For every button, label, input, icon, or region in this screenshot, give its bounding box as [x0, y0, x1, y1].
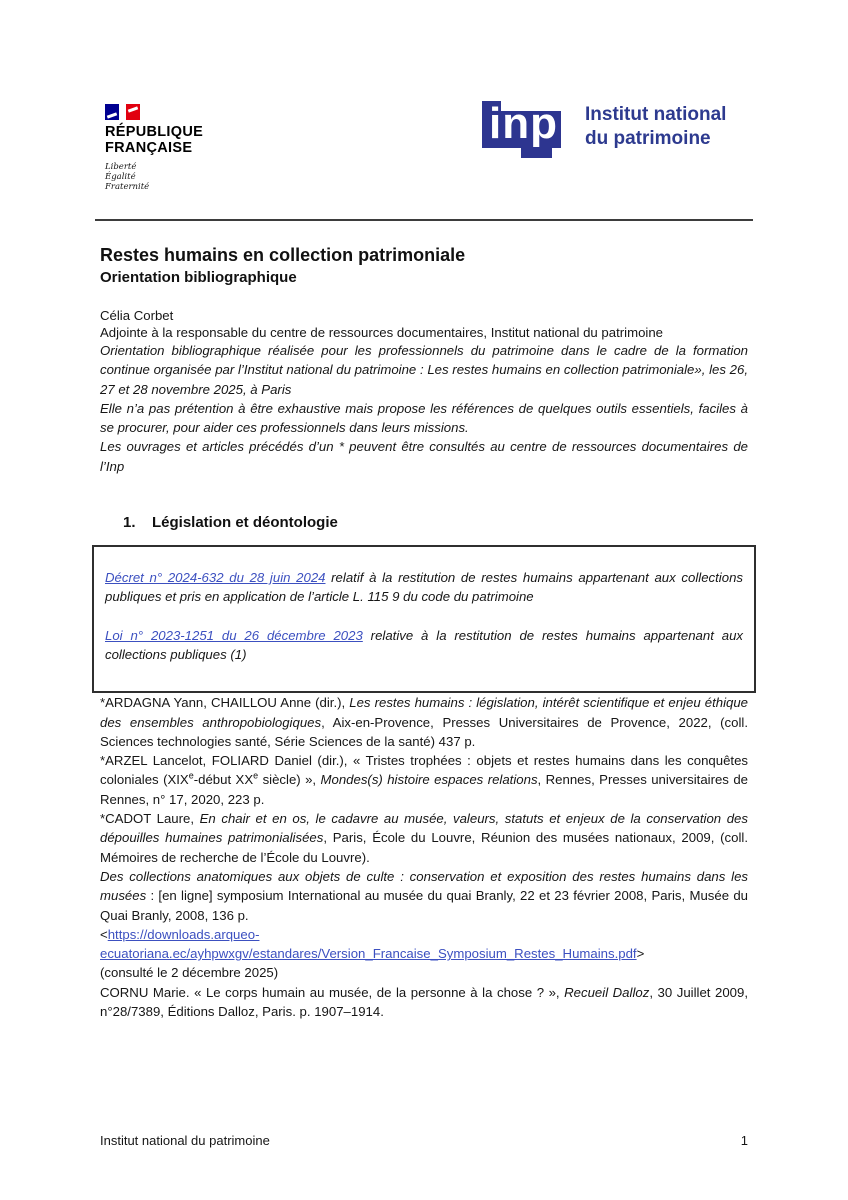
- republique-line2: FRANÇAISE: [105, 139, 193, 156]
- text-run: , Paris, École du Louvre, Réunion des musées nationaux, 2009, (coll. Mémoires de recherche de l’École du Louvre).: [100, 830, 749, 865]
- hyperlink[interactable]: https://downloads.arqueo-: [107, 926, 260, 942]
- text-run: Les ouvrages et articles précédés d’un * peuvent être consultés au centre de ressources documentaires de l’Inp: [100, 439, 748, 474]
- motto-fraternite: Fraternité: [105, 182, 150, 192]
- flag-white-stripe: [119, 104, 126, 120]
- page-footer: [100, 1133, 748, 1148]
- bib-entry: [100, 867, 748, 983]
- inp-name-line1: Institut national: [585, 104, 727, 125]
- intro-paragraph-1: [100, 341, 748, 399]
- inp-logo-block: [482, 99, 561, 148]
- text-run: *ARZEL Lancelot, FOLIARD Daniel (dir.), « Tristes trophées : objets et restes humains dans les conquêtes coloniales (XIX: [100, 753, 748, 788]
- text-run: Mondes(s) histoire espaces relations: [320, 772, 538, 788]
- section-number: 1.: [123, 514, 136, 532]
- hyperlink[interactable]: Décret n° 2024-632 du 28 juin 2024: [105, 570, 326, 586]
- intro-paragraph-2: [100, 399, 748, 438]
- page-number: 1: [740, 1133, 748, 1148]
- text-run: <: [100, 926, 108, 942]
- superscript: e: [253, 771, 259, 782]
- page-header: [100, 100, 748, 219]
- inp-name: [585, 103, 726, 151]
- text-run: relative à la restitution de restes humains appartenant aux collections publiques (1): [105, 627, 743, 662]
- text-run: Des collections anatomiques aux objets de culte : conservation et exposition des restes humains dans les musées: [100, 868, 748, 904]
- inp-acronym: inp: [489, 99, 558, 148]
- text-run: , Aix-en-Provence, Presses Universitaires de Provence, 2022, (coll. Sciences technologies santé, Série Sciences de la santé) 437 p.: [100, 714, 748, 749]
- text-run: Les restes humains : législation, intérêt scientifique et enjeu éthique des ensembles anthropobiologiques: [100, 695, 749, 730]
- page-title: Restes humains en collection patrimoniale: [100, 245, 466, 265]
- republique-francaise-logo: [105, 104, 203, 192]
- text-run: Recueil Dalloz: [564, 984, 650, 1000]
- footer-institution: Institut national du patrimoine: [100, 1133, 270, 1148]
- superscript: e: [188, 771, 194, 782]
- text-run: >: [636, 946, 645, 962]
- hyperlink[interactable]: ecuatoriana.ec/ayhpwxgv/estandares/Version_Francaise_Symposium_Restes_Humains.pdf: [100, 946, 637, 962]
- text-run: *CADOT Laure,: [100, 811, 200, 827]
- section-heading: [100, 514, 748, 531]
- text-run: En chair et en os, le cadavre au musée, valeurs, statuts et enjeux de la conservation des dépouilles humaines patrimonialisées: [100, 811, 748, 846]
- hyperlink[interactable]: Loi n° 2023-1251 du 26 décembre 2023: [105, 627, 363, 643]
- republique-line1: RÉPUBLIQUE: [105, 124, 204, 140]
- text-run: -début XX: [193, 772, 254, 788]
- bib-entry: [100, 809, 748, 867]
- inp-logo: [482, 100, 742, 160]
- flag-blue-stripe: [105, 104, 119, 120]
- inp-name-line2: du patrimoine: [585, 128, 711, 149]
- motto-egalite: Égalité: [105, 172, 136, 182]
- text-run: *ARDAGNA Yann, CHAILLOU Anne (dir.),: [100, 695, 350, 711]
- motto-liberte: Liberté: [105, 162, 137, 172]
- flag-red-stripe: [126, 104, 140, 120]
- french-flag-icon: [105, 104, 203, 120]
- header-divider: [95, 219, 753, 221]
- decret-paragraph: [105, 568, 743, 607]
- consultation-note: [100, 437, 748, 476]
- text-run: (consulté le 2 décembre 2025): [100, 965, 279, 981]
- bib-entry: [100, 983, 748, 1022]
- loi-paragraph: [105, 626, 743, 665]
- page-subtitle: Orientation bibliographique: [100, 269, 297, 286]
- bib-entry: [100, 693, 748, 751]
- text-run: , 30 Juillet 2009, n°28/7389, Éditions Dalloz, Paris. p. 1907–1914.: [100, 984, 748, 1020]
- inp-logo-bottom-tab: [521, 148, 552, 158]
- author-block: [100, 307, 748, 341]
- text-run: siècle) »,: [258, 772, 321, 788]
- author-role: Adjointe à la responsable du centre de ressources documentaires, Institut national du patrimoine: [100, 325, 663, 340]
- author-name: Célia Corbet: [100, 308, 174, 323]
- text-run: Elle n’a pas prétention à être exhaustive mais propose les références de quelques outils essentiels, faciles à se procurer, pour aider ces professionnels dans leurs missions.: [100, 400, 748, 436]
- text-run: , Rennes, Presses universitaires de Rennes, n° 17, 2020, 223 p.: [100, 772, 748, 807]
- bib-entry: [100, 751, 748, 809]
- legal-references-box: [92, 545, 756, 693]
- republique-wordmark: [105, 125, 203, 156]
- text-run: : [en ligne] symposium International au musée du quai Branly, 22 et 23 février 2008, Paris, Musée du Quai Branly, 2008, 136 p.: [100, 888, 748, 923]
- text-run: relatif à la restitution de restes humains appartenant aux collections publiques et pris en application de l’article L. 115 9 du code du patrimoine: [105, 570, 743, 605]
- text-run: CORNU Marie. « Le corps humain au musée, de la personne à la chose ? »,: [100, 984, 565, 1000]
- text-run: Orientation bibliographique réalisée pour les professionnels du patrimoine dans le cadre de la formation continue organisée par l’Institut national du patrimoine : Les restes humains en collection patrimoniale», les 26, 27 et 28 novembre 2025, à Paris: [100, 343, 748, 397]
- motto: [105, 162, 203, 192]
- section-label: Législation et déontologie: [152, 514, 338, 532]
